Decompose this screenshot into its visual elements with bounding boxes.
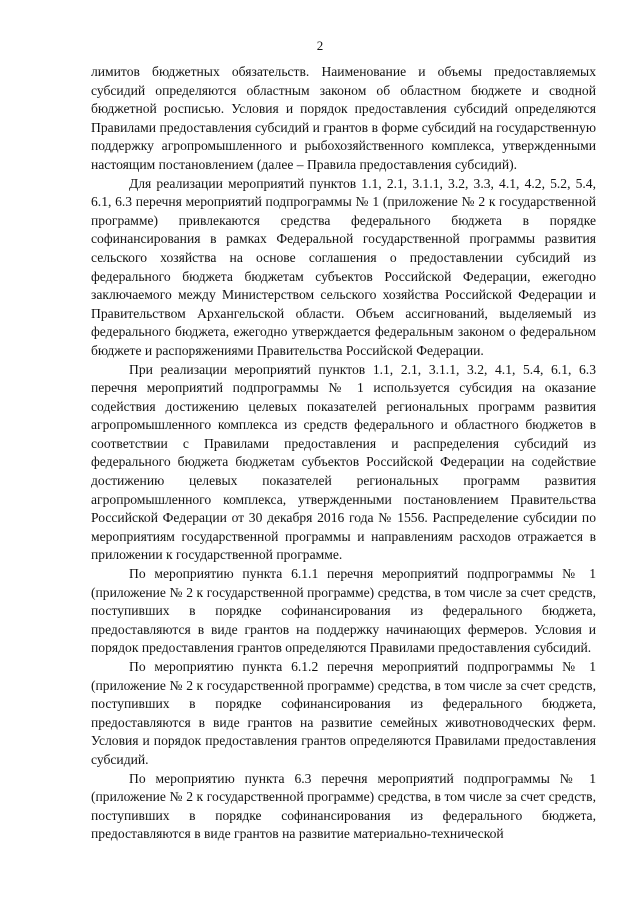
paragraph-measure-6-1-2: По мероприятию пункта 6.1.2 перечня мероприятий подпрограммы № 1 (приложение № 2 к государственной программе) средства, в том числе за счет средств, поступивших в порядке софинансирования из федерального бюджета, предоставляются в виде грантов на развитие семейных животноводческих ферм. Условия и порядок предоставления грантов определяются Правилами предоставления субсидий. [91, 659, 596, 767]
paragraph-continuation: лимитов бюджетных обязательств. Наименование и объемы предоставляемых субсидий определяются областным законом об областном бюджете и сводной бюджетной росписью. Условия и порядок предоставления субсидий определяются Правилами предоставления субсидий и грантов в форме субсидий на государственную поддержку агропромышленного и рыбохозяйственного комплекса, утвержденными настоящим постановлением (далее – Правила предоставления субсидий). [91, 64, 596, 172]
paragraph-measure-6-3: По мероприятию пункта 6.3 перечня мероприятий подпрограммы № 1 (приложение № 2 к государственной программе) средства, в том числе за счет средств, поступивших в порядке софинансирования из федерального бюджета, предоставляются в виде грантов на развитие материально-технической [91, 770, 596, 842]
paragraph-federal-budget-funding: Для реализации мероприятий пунктов 1.1, 2.1, 3.1.1, 3.2, 3.3, 4.1, 4.2, 5.2, 5.4, 6.1, 6.3 перечня мероприятий подпрограммы № 1 (приложение № 2 к государственной программе) привлекаются средства федерального бюджета в порядке софинансирования в рамках Федеральной государственной программы развития сельского хозяйства на основе соглашения о предоставлении субсидий из федерального бюджета бюджетам субъектов Российской Федерации, ежегодно заключаемого между Министерством сельского хозяйства Российской Федерации и Правительством Архангельской области. Объем ассигнований, выделяемый из федерального бюджета, ежегодно утверждается федеральным законом о федеральном бюджете и распоряжениями Правительства Российской Федерации. [91, 175, 596, 358]
document-body [91, 63, 596, 844]
paragraph-subsidy-targets: При реализации мероприятий пунктов 1.1, 2.1, 3.1.1, 3.2, 4.1, 5.4, 6.1, 6.3 перечня мероприятий подпрограммы № 1 используется субсидия на оказание содействия достижению целевых показателей региональных программ развития агропромышленного комплекса из средств федерального и областного бюджетов в соответствии с Правилами предоставления и распределения субсидий из федерального бюджета бюджетам субъектов Российской Федерации на содействие достижению целевых показателей региональных программ развития агропромышленного комплекса, утвержденными постановлением Правительства Российской Федерации от 30 декабря 2016 года № 1556. Распределение субсидии по мероприятиям государственной программы и направлениям расходов отражается в приложении к государственной программе. [91, 361, 596, 563]
paragraph-measure-6-1-1: По мероприятию пункта 6.1.1 перечня мероприятий подпрограммы № 1 (приложение № 2 к государственной программе) средства, в том числе за счет средств, поступивших в порядке софинансирования из федерального бюджета, предоставляются в виде грантов на поддержку начинающих фермеров. Условия и порядок предоставления грантов определяются Правилами предоставления субсидий. [91, 566, 596, 656]
page-number: 2 [316, 38, 324, 53]
